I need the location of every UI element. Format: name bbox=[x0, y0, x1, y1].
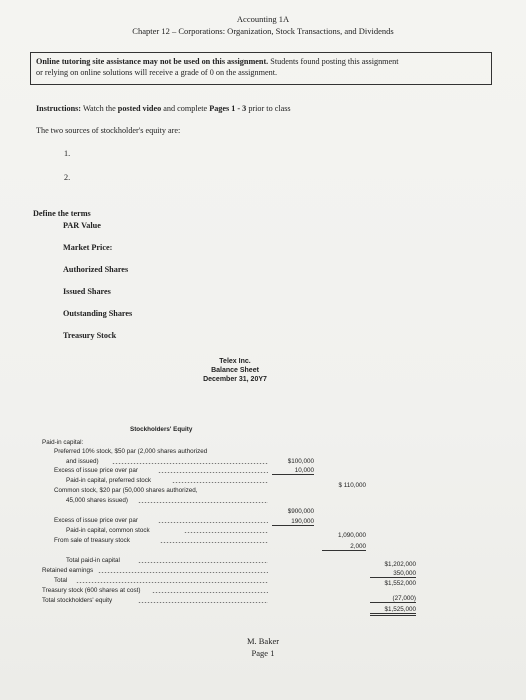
bs-amount-col3: (27,000) bbox=[370, 595, 416, 603]
bs-row-label: Excess of issue price over par bbox=[54, 517, 138, 524]
bs-row-label: Total paid-in capital bbox=[66, 557, 120, 564]
term-authorized-shares: Authorized Shares bbox=[63, 265, 129, 274]
notice-bold: Online tutoring site assistance may not be used on this assignment. bbox=[36, 57, 269, 66]
leader-dots bbox=[112, 458, 268, 464]
term-treasury-stock: Treasury Stock bbox=[63, 331, 117, 340]
term-issued-shares: Issued Shares bbox=[63, 287, 111, 296]
answer-number-2: 2. bbox=[64, 173, 71, 182]
leader-dots bbox=[76, 577, 268, 583]
term-par-value: PAR Value bbox=[63, 221, 101, 230]
instructions-video: posted video bbox=[117, 104, 162, 113]
bs-amount-col1: $900,000 bbox=[287, 508, 314, 515]
bs-row-label: Total bbox=[54, 577, 68, 584]
bs-amount-col3: $1,552,000 bbox=[384, 580, 416, 587]
bs-amount-col3: 350,000 bbox=[370, 570, 416, 578]
author-name: M. Baker bbox=[246, 636, 280, 646]
leader-dots bbox=[98, 567, 268, 573]
leader-dots bbox=[138, 597, 268, 603]
bs-row-label: Retained earnings bbox=[42, 567, 94, 574]
bs-amount-col3: $1,525,000 bbox=[370, 606, 416, 616]
instructions-text2: and complete bbox=[163, 104, 208, 113]
instructions-text3: prior to class bbox=[248, 104, 291, 113]
notice-line2: or relying on online solutions will receive a grade of 0 on the assignment. bbox=[36, 68, 278, 77]
bs-row-label: Preferred 10% stock, $50 par (2,000 shares authorized bbox=[54, 448, 208, 455]
term-market-price: Market Price: bbox=[63, 243, 113, 252]
term-outstanding-shares: Outstanding Shares bbox=[63, 309, 133, 318]
page-number: Page 1 bbox=[251, 648, 275, 658]
leader-dots bbox=[158, 517, 268, 523]
bs-amount-col2: $ 110,000 bbox=[338, 482, 366, 489]
bs-amount-col1: 190,000 bbox=[272, 518, 314, 526]
bs-amount-col2: 1,090,000 bbox=[337, 532, 366, 539]
instructions-label: Instructions: bbox=[36, 104, 82, 113]
bs-amount-col3: $1,202,000 bbox=[384, 561, 416, 568]
bs-row-label: From sale of treasury stock bbox=[54, 537, 130, 544]
leader-dots bbox=[184, 527, 268, 533]
bs-row-label: Common stock, $20 par (50,000 shares authorized, bbox=[54, 487, 198, 494]
leader-dots bbox=[158, 467, 268, 473]
academic-integrity-notice bbox=[30, 52, 492, 85]
notice-rest: Students found posting this assignment bbox=[270, 57, 399, 66]
balance-sheet-title: Balance Sheet bbox=[211, 367, 259, 374]
leader-dots bbox=[160, 537, 268, 543]
balance-sheet-date: December 31, 20Y7 bbox=[203, 376, 267, 383]
bs-row-label: Paid-in capital: bbox=[42, 439, 84, 446]
bs-row-label: 45,000 shares issued) bbox=[66, 497, 128, 504]
course-title: Accounting 1A bbox=[236, 14, 290, 24]
leader-dots bbox=[138, 557, 268, 563]
bs-row-label: Paid-in capital, common stock bbox=[66, 527, 150, 534]
instructions-text: Watch the bbox=[82, 104, 116, 113]
bs-row-label: and issued) bbox=[66, 458, 99, 465]
answer-number-1: 1. bbox=[64, 149, 71, 158]
company-name: Telex Inc. bbox=[219, 358, 251, 365]
leader-dots bbox=[138, 497, 268, 503]
bs-amount-col1: 10,000 bbox=[272, 467, 314, 475]
bs-amount-col1: $100,000 bbox=[287, 458, 314, 465]
bs-amount-col2: 2,000 bbox=[322, 543, 366, 551]
bs-row-label: Excess of issue price over par bbox=[54, 467, 138, 474]
chapter-title: Chapter 12 – Corporations: Organization, Stock Transactions, and Dividends bbox=[132, 26, 394, 36]
instructions bbox=[36, 104, 291, 113]
instructions-pages: Pages 1 - 3 bbox=[209, 104, 247, 113]
sources-prompt: The two sources of stockholder's equity are: bbox=[36, 126, 181, 135]
leader-dots bbox=[172, 477, 268, 483]
leader-dots bbox=[152, 587, 268, 593]
bs-row-label: Paid-in capital, preferred stock bbox=[66, 477, 152, 484]
bs-row-label: Total stockholders' equity bbox=[42, 597, 113, 604]
bs-row-label: Treasury stock (600 shares at cost) bbox=[42, 587, 141, 594]
define-heading: Define the terms bbox=[33, 209, 91, 218]
stockholders-equity-heading: Stockholders' Equity bbox=[130, 426, 193, 433]
